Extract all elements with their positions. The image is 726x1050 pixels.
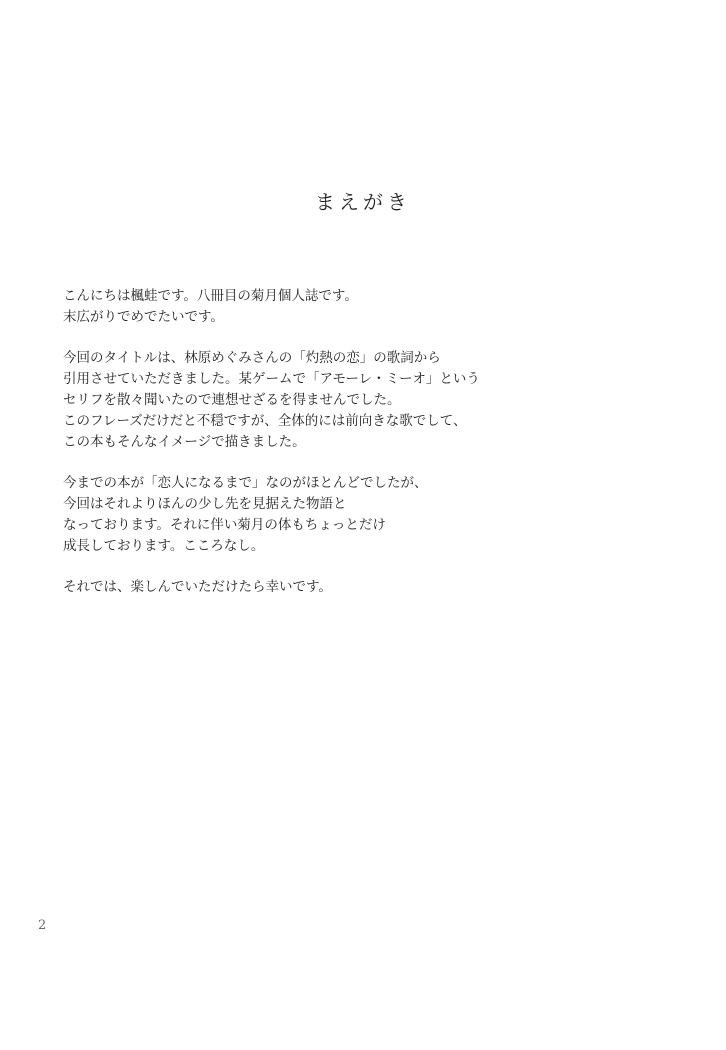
pixel-mosaic-band-bottom (0, 948, 726, 1050)
pixel-mosaic-band-top (0, 0, 726, 100)
text-line: 今回はそれよりほんの少し先を見据えた物語と (63, 496, 347, 512)
text-line: こんにちは楓蛙です。八冊目の菊月個人誌です。 (63, 288, 358, 304)
text-line: 今回のタイトルは、林原めぐみさんの「灼熱の恋」の歌詞から (63, 350, 441, 366)
text-line: 末広がりでめでたいです。 (63, 309, 224, 325)
text-line: セリフを散々聞いたので連想せざるを得ませんでした。 (63, 392, 401, 408)
text-line: このフレーズだけだと不穏ですが、全体的には前向きな歌でして、 (63, 413, 467, 429)
text-line: この本もそんなイメージで描きました。 (63, 434, 306, 450)
paragraph-closing (63, 577, 623, 598)
paragraph-title-origin (63, 348, 623, 453)
text-line: 今までの本が「恋人になるまで」なのがほとんどでしたが、 (63, 475, 428, 491)
page-number: 2 (38, 918, 47, 933)
text-line: 引用させていただきました。某ゲームで「アモーレ・ミーオ」という (63, 371, 480, 387)
text-line: 成長しております。こころなし。 (63, 538, 265, 554)
text-line: なっております。それに伴い菊月の体もちょっとだけ (63, 517, 386, 533)
afterword-body (63, 286, 623, 598)
text-line: それでは、楽しんでいただけたら幸いです。 (63, 579, 332, 595)
paragraph-greeting (63, 286, 623, 328)
page-title: まえがき (315, 190, 411, 214)
paragraph-story-note (63, 473, 623, 557)
